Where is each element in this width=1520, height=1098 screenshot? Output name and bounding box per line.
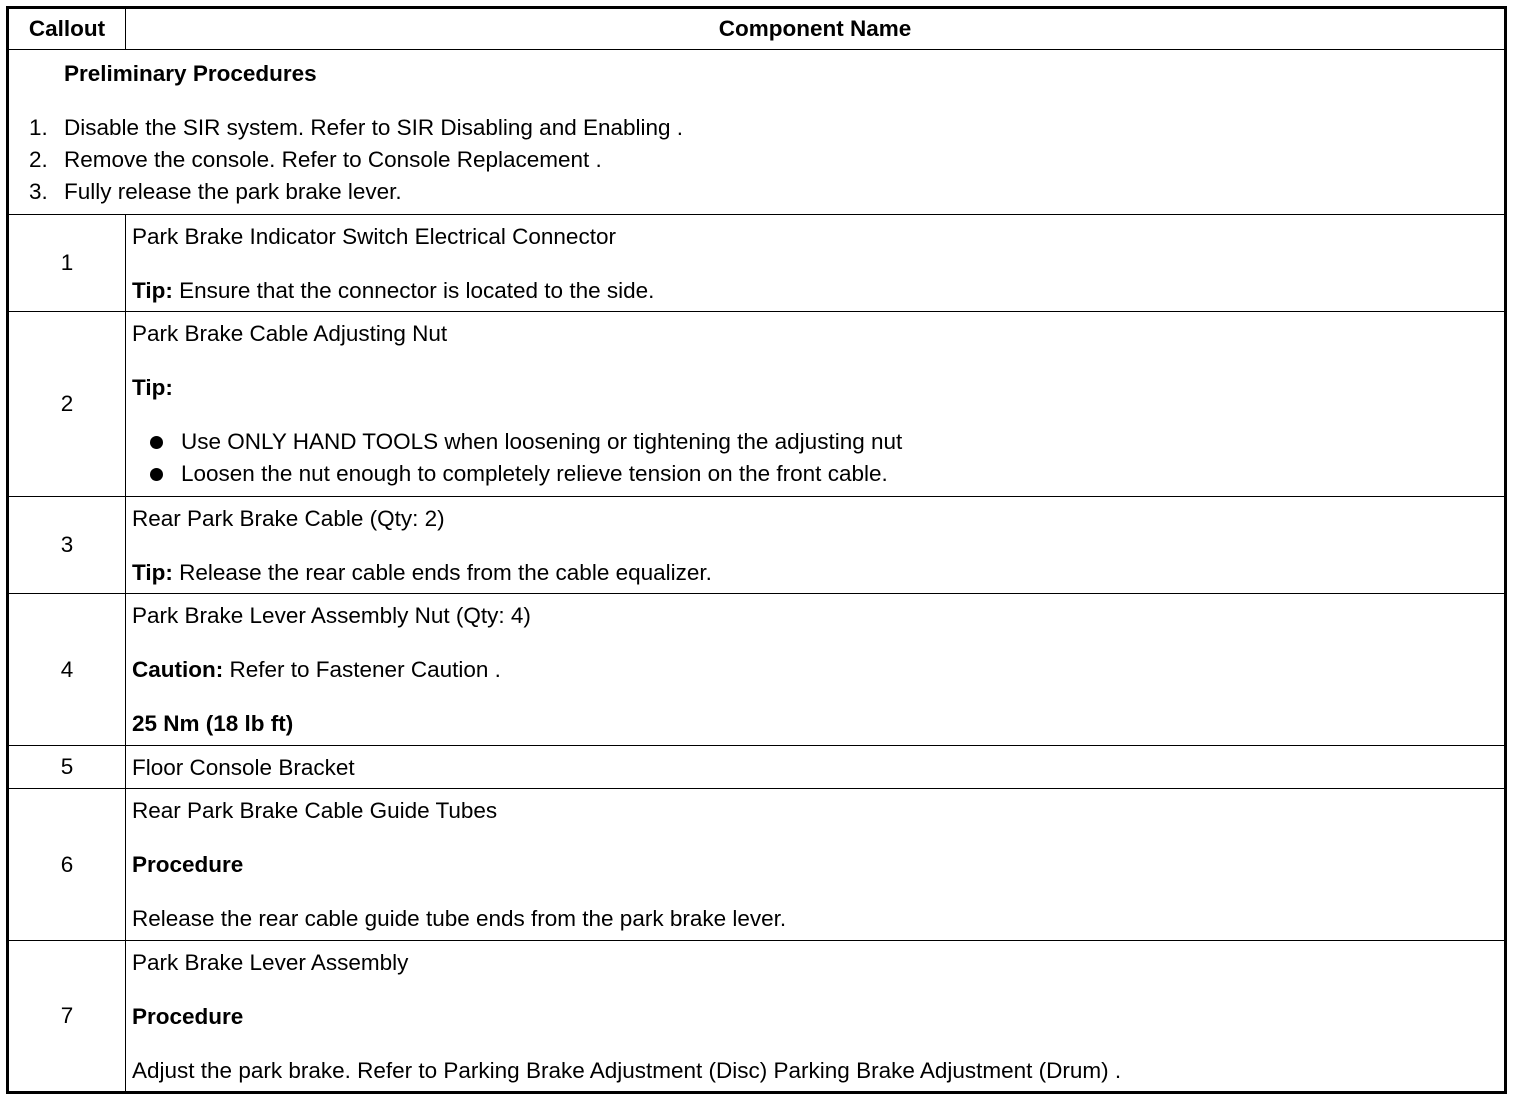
component-name: Rear Park Brake Cable (Qty: 2) <box>132 506 445 531</box>
caution-label: Caution: <box>132 657 224 682</box>
tip-label: Tip: <box>132 560 173 585</box>
component-name: Park Brake Lever Assembly Nut (Qty: 4) <box>132 603 531 628</box>
bullet-icon <box>150 468 163 481</box>
table-row <box>8 312 1506 497</box>
caution-text: Refer to Fastener Caution . <box>223 657 501 682</box>
callout-number: 2 <box>8 312 126 497</box>
component-cell <box>126 215 1506 312</box>
torque-spec: 25 Nm (18 lb ft) <box>132 711 294 736</box>
bullet-text: Use ONLY HAND TOOLS when loosening or tightening the adjusting nut <box>181 429 903 454</box>
caution-line <box>132 654 1498 686</box>
step-number: 2. <box>29 147 48 172</box>
component-name: Park Brake Cable Adjusting Nut <box>132 321 448 346</box>
component-cell <box>126 312 1506 497</box>
component-name: Rear Park Brake Cable Guide Tubes <box>132 798 498 823</box>
procedure-text: Release the rear cable guide tube ends from the park brake lever. <box>132 906 787 931</box>
component-table <box>6 6 1507 1094</box>
component-cell <box>126 941 1506 1093</box>
table-row <box>8 746 1506 789</box>
preliminary-step <box>29 176 1498 208</box>
callout-number: 1 <box>8 215 126 312</box>
tip-label: Tip: <box>132 278 173 303</box>
bullet-icon <box>150 436 163 449</box>
component-name-header: Component Name <box>126 8 1506 50</box>
callout-number: 7 <box>8 941 126 1093</box>
bullet-text: Loosen the nut enough to completely relieve tension on the front cable. <box>181 461 888 486</box>
component-name: Park Brake Indicator Switch Electrical Connector <box>132 224 616 249</box>
preliminary-step <box>29 112 1498 144</box>
preliminary-cell <box>8 50 1506 215</box>
step-text: Fully release the park brake lever. <box>64 179 402 204</box>
component-cell <box>126 594 1506 746</box>
step-number: 3. <box>29 179 48 204</box>
tip-text: Ensure that the connector is located to the side. <box>172 278 655 303</box>
tip-bullet-list <box>132 426 1498 490</box>
component-name: Floor Console Bracket <box>132 755 355 780</box>
list-item <box>150 458 1498 490</box>
preliminary-step <box>29 144 1498 176</box>
step-text: Disable the SIR system. Refer to SIR Disabling and Enabling . <box>64 115 684 140</box>
table-row <box>8 215 1506 312</box>
procedure-label: Procedure <box>132 852 244 877</box>
tip-text: Release the rear cable ends from the cable equalizer. <box>172 560 712 585</box>
table-row <box>8 594 1506 746</box>
table-row <box>8 789 1506 941</box>
component-cell <box>126 789 1506 941</box>
callout-number: 5 <box>8 746 126 789</box>
procedure-label: Procedure <box>132 1004 244 1029</box>
list-item <box>150 426 1498 458</box>
preliminary-title: Preliminary Procedures <box>64 61 317 86</box>
component-name: Park Brake Lever Assembly <box>132 950 409 975</box>
table-row <box>8 497 1506 594</box>
callout-number: 6 <box>8 789 126 941</box>
preliminary-row <box>8 50 1506 215</box>
tip-label: Tip: <box>132 375 173 400</box>
table-header-row <box>8 8 1506 50</box>
component-cell <box>126 497 1506 594</box>
step-text: Remove the console. Refer to Console Replacement . <box>64 147 602 172</box>
callout-number: 4 <box>8 594 126 746</box>
tip-line <box>132 557 1498 589</box>
component-cell <box>126 746 1506 789</box>
table-row <box>8 941 1506 1093</box>
procedure-text: Adjust the park brake. Refer to Parking Brake Adjustment (Disc) Parking Brake Adjustment (Drum) . <box>132 1058 1122 1083</box>
callout-number: 3 <box>8 497 126 594</box>
step-number: 1. <box>29 115 48 140</box>
tip-line <box>132 275 1498 307</box>
callout-header: Callout <box>8 8 126 50</box>
